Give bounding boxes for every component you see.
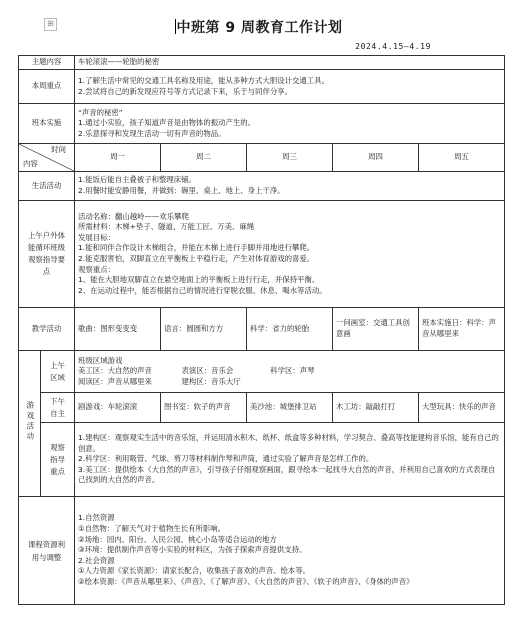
teaching-label: 教学活动 [19,308,75,351]
text-cursor [175,19,176,34]
day-header-tue: 周二 [161,144,247,172]
week-focus-line: 2.尝试将自己的新发现应符号等方式记录下来，乐于与同伴分享。 [78,86,293,96]
outdoor-line: 2.能克服害怕，双脚直立在平衡板上平稳行走，产生对体育游戏的喜爱。 [78,254,315,263]
resources-line: ①自然物：了解天气对于植物生长有所影响。 [78,524,226,534]
outdoor-row [19,201,505,308]
outdoor-line: 1、能在大胆地双脚直立在悬空地面上的平衡板上进行行走，并保持平衡。 [78,275,320,285]
class-feature-row [19,104,505,144]
game-morning-line: 班级区域游戏 [78,355,123,365]
class-feature-content [75,104,505,144]
day-header-mon: 周一 [75,144,161,172]
week-focus-content [75,70,505,104]
game-label: 游戏活动 [19,351,41,497]
game-morning-label: 上午区域 [41,351,75,393]
game-afternoon-fri: 大型玩具：快乐的声音 [419,393,505,423]
day-header-fri: 周五 [419,144,505,172]
resources-line: 1.自然资源 [78,513,115,523]
resources-row [19,497,505,605]
outdoor-line: 1.能和同伴合作设计木梯组合，并能在木梯上进行手脚并用地进行攀爬。 [78,243,315,253]
game-afternoon-mon: 剧游戏：车轮滚滚 [75,393,161,423]
class-feature-line: 1.通过小实验，孩子知道声音是由物体的振动产生的。 [78,118,256,128]
life-activity-line: 2.用餐时能安静用餐，并做到：碗里、桌上、地上、身上干净。 [78,186,285,195]
week-header-row [19,144,505,172]
game-observe-content [75,423,505,497]
game-observe-row [19,423,505,497]
game-observe-line: 3.美工区：提供绘本《大自然的声音》，引导孩子仔细观察画面，跟寻绘本一起找寻大自然的声音，并利用自己喜欢的方式表现自己找到的大自然的声音。 [78,464,496,485]
document-title: 中班第 9 周教育工作计划 [176,20,343,36]
life-activity-label: 生活活动 [19,172,75,201]
class-feature-line: “声音的秘密” [78,107,123,117]
teaching-row [19,308,505,351]
outdoor-line: 活动名称：翻山越岭——欢乐攀爬 [78,211,189,221]
game-morning-line: 美工区：大自然的声音 表演区：音乐会 科学区：声琴 [78,366,315,376]
resources-line: ②绘本资源：《声音从哪里来》、《声音》、《了解声音》、《大自然的声音》、《软子的声音》、《身体的声音》 [78,576,414,586]
move-handle-icon[interactable]: ⊞ [44,18,57,31]
plan-table [18,55,505,605]
week-header-corner [19,144,75,172]
corner-time-label: 时间 [51,145,67,154]
teaching-fri: 班本实施日：科学：声音从哪里来 [419,308,505,351]
week-focus-label: 本周重点 [19,70,75,104]
resources-label: 课程资源利用与调整 [19,497,75,605]
game-afternoon-wed: 美沙池：城堡排卫站 [247,393,333,423]
outdoor-line: 所需材料：木梯+垫子、隧道、万能工匠、万美、麻绳 [78,222,255,232]
resources-line: 2.社会资源 [78,555,115,565]
teaching-tue: 语言：圆圆和方方 [161,308,247,351]
game-morning-row [19,351,505,393]
theme-value: 车轮滚滚——轮胎的秘密 [75,56,505,70]
week-focus-row [19,70,505,104]
day-header-thu: 周四 [333,144,419,172]
class-feature-line: 2.乐意探寻和发现生活动一切有声音的物品。 [78,128,226,138]
resources-content [75,497,505,605]
game-morning-content [75,351,505,393]
corner-content-label: 内容 [23,159,38,169]
class-feature-label: 班本实施 [19,104,75,144]
teaching-thu: 一问画室：交通工具创意画 [333,308,419,351]
outdoor-label: 上午户外体能循环班级观察指导要点 [19,201,75,308]
game-morning-line: 阅读区：声音从哪里来 建构区：音乐大厅 [78,376,241,386]
life-activity-line: 1.能饭后能自主叠被子和整理床铺。 [78,175,196,185]
theme-row [19,56,505,70]
resources-line: ③环境：提供制作声音等小实验的材料区，为孩子探索声音提供支持。 [78,545,307,555]
teaching-wed: 科学：省力的轮胎 [247,308,333,351]
life-activity-row [19,172,505,201]
outdoor-line: 发展目标： [78,232,115,242]
resources-line: ②场地：园内、阳台、人民公园、桃心小岛等适合运动的地方 [78,534,277,544]
theme-label: 主题内容 [19,56,75,70]
week-focus-line: 1.了解生活中常见的交通工具名称及用途，能从多种方式大胆设计交通工具。 [78,75,329,85]
day-header-wed: 周三 [247,144,333,172]
game-observe-line: 2.科学区：利用吸管、气球、剪刀等材料制作琴和声筒，通过实验了解声音是怎样工作的。 [78,454,374,464]
outdoor-line: 2、在运动过程中，能否根据自己的情况进行穿脱衣服、休息、喝水等活动。 [78,285,327,295]
date-range: 2024.4.15—4.19 [355,42,431,51]
game-observe-label: 观察指导重点 [41,423,75,497]
game-afternoon-row [19,393,505,423]
outdoor-content [75,201,505,308]
game-afternoon-thu: 木工坊：敲敲打打 [333,393,419,423]
outdoor-line: 观察重点： [78,264,115,274]
game-observe-line: 1.建构区：观察观实生活中的音乐馆，并运用清水积木、纸杯、纸盒等多种材料，学习契合、叠高等技能建构音乐馆，能有自己的创意。 [78,433,499,453]
resources-line: ①人力资源《家长资源》：请家长配合，收集孩子喜欢的声音、绘本等。 [78,566,311,576]
game-afternoon-tue: 图书室：软子的声音 [161,393,247,423]
game-afternoon-label: 下午自主 [41,393,75,423]
teaching-mon: 歌曲：图形变变变 [75,308,161,351]
life-activity-content [75,172,505,201]
